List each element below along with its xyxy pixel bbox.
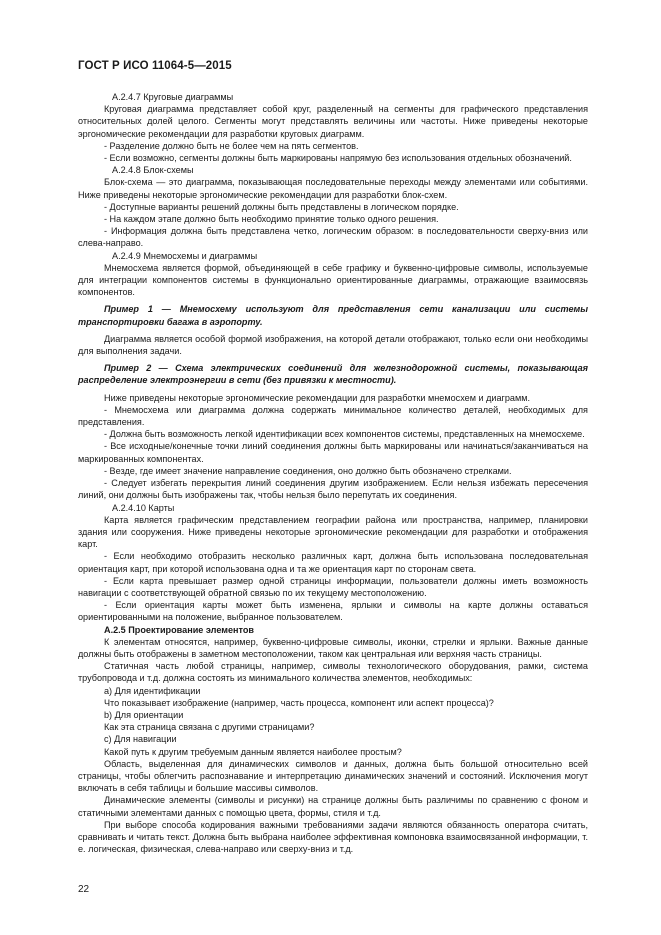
body-paragraph: Область, выделенная для динамических символов и данных, должна быть большой относительно всей страницы, чтобы облегчить распознавание и интерпретацию динамических значений и состояний. Исключения могут включать в себя таблицы и большие массивы символов.	[78, 758, 588, 794]
page-number: 22	[78, 884, 90, 895]
body-paragraph: - Мнемосхема или диаграмма должна содержать минимальное количество деталей, необходимых для представления.	[78, 404, 588, 428]
subsection-heading: А.2.4.9 Мнемосхемы и диаграммы	[112, 250, 258, 261]
body-paragraph: а) Для идентификации	[104, 685, 201, 696]
subsection-heading: А.2.4.8 Блок-схемы	[112, 165, 194, 176]
body-paragraph: b) Для ориентации	[104, 709, 184, 720]
example-paragraph: Пример 2 — Схема электрических соединений для железнодорожной системы, показывающая распределение электроэнергии в сети (без привязки к местности).	[78, 363, 588, 386]
body-paragraph: - На каждом этапе должно быть необходимо принятие только одного решения.	[104, 214, 439, 225]
body-paragraph: c) Для навигации	[104, 734, 177, 745]
example-paragraph: Пример 1 — Мнемосхему используют для представления сети канализации или системы транспортировки багажа в аэропорту.	[78, 304, 588, 327]
body-paragraph: Какой путь к другим требуемым данным является наиболее простым?	[104, 746, 402, 757]
body-paragraph: Карта является графическим представлением географии района или пространства, например, планировки здания или сооружения. Ниже приведены некоторые эргономические рекомендации для разработки и отображения карт.	[78, 514, 588, 550]
body-paragraph: - Везде, где имеет значение направление соединения, оно должно быть обозначено стрелками.	[104, 465, 512, 476]
body-paragraph: - Если ориентация карты может быть изменена, ярлыки и символы на карте должны оставаться ориентированными на положение, выбранное пользователем.	[78, 600, 588, 623]
body-paragraph: - Разделение должно быть не более чем на пять сегментов.	[104, 140, 359, 151]
body-paragraph: - Следует избегать перекрытия линий соединения другим изображением. Если нельзя избежать пересечения линий, они должны быть изображены так, чтобы нельзя было перепутать их соединения.	[78, 478, 588, 501]
section-heading: А.2.5 Проектирование элементов	[104, 624, 255, 635]
body-paragraph: Ниже приведены некоторые эргономические рекомендации для разработки мнемосхем и диаграмм.	[104, 392, 530, 403]
body-paragraph: Диаграмма является особой формой изображения, на которой детали отображают, только если они необходимы для выполнения задачи.	[78, 333, 588, 357]
body-paragraph: Как эта страница связана с другими страницами?	[104, 722, 315, 733]
subsection-heading: А.2.4.7 Круговые диаграммы	[112, 92, 234, 102]
body-paragraph: К элементам относятся, например, буквенно-цифровые символы, иконки, стрелки и ярлыки. Важные данные должны быть отображены в заметном местоположении, таком как центральная или верхняя часть страницы.	[78, 636, 588, 659]
body-paragraph: При выборе способа кодирования важными требованиями задачи являются обязанность оператора считать, сравнивать и читать текст. Должна быть выбрана наиболее эффективная компоновка взаимосвязанной информации, т. е. логическая, физическая, слева-направо или сверху-вниз и т.д.	[78, 819, 588, 855]
body-paragraph: Круговая диаграмма представляет собой круг, разделенный на сегменты для графического представления относительных долей целого. Сегменты могут представлять величины или частоты. Ниже приведены некоторые эргономические рекомендации для разработки круговых диаграмм.	[78, 104, 588, 139]
subsection-heading: А.2.4.10 Карты	[112, 502, 175, 513]
document-body	[78, 91, 588, 855]
body-paragraph: Статичная часть любой страницы, например, символы технологического оборудования, рамки, система трубопровода и т.д. должна состоять из минимального количества элементов, необходимых:	[78, 661, 588, 684]
body-paragraph: Что показывает изображение (например, часть процесса, компонент или аспект процесса)?	[104, 697, 494, 708]
body-paragraph: - Доступные варианты решений должны быть представлены в логическом порядке.	[104, 201, 459, 212]
body-paragraph: - Должна быть возможность легкой идентификации всех компонентов системы, представленных на мнемосхеме.	[104, 429, 585, 440]
body-paragraph: Мнемосхема является формой, объединяющей в себе графику и буквенно-цифровые символы, используемые для интеграции компонентов системы в функционально ориентированные диаграммы, отражающие взаимосвязь компонентов.	[78, 262, 588, 298]
body-paragraph: Блок-схема — это диаграмма, показывающая последовательные переходы между элементами или событиями. Ниже приведены некоторые эргономические рекомендации для разработки блок-схем.	[78, 177, 588, 200]
body-paragraph: - Информация должна быть представлена четко, логическим образом: в последовательности сверху-вниз или слева-направо.	[78, 226, 588, 249]
body-paragraph: Динамические элементы (символы и рисунки) на странице должны быть различимы по сравнению с фоном и статичными элементами данных с помощью цвета, формы, стиля и т.д.	[78, 795, 588, 818]
body-paragraph: - Если карта превышает размер одной страницы информации, пользователи должны иметь возможность навигации с соответствующей обратной связью по их текущему местоположению.	[78, 575, 588, 598]
body-paragraph: - Если необходимо отобразить несколько различных карт, должна быть использована последовательная ориентация карт, при которой использована одна и та же ориентация карт по сторонам света.	[78, 551, 588, 574]
body-paragraph: - Если возможно, сегменты должны быть маркированы напрямую без использования отдельных обозначений.	[104, 153, 572, 164]
body-paragraph: - Все исходные/конечные точки линий соединения должны быть маркированы или начинаться/заканчиваться на маркированных компонентах.	[78, 441, 588, 464]
page-header-title: ГОСТ Р ИСО 11064-5—2015	[78, 60, 232, 72]
